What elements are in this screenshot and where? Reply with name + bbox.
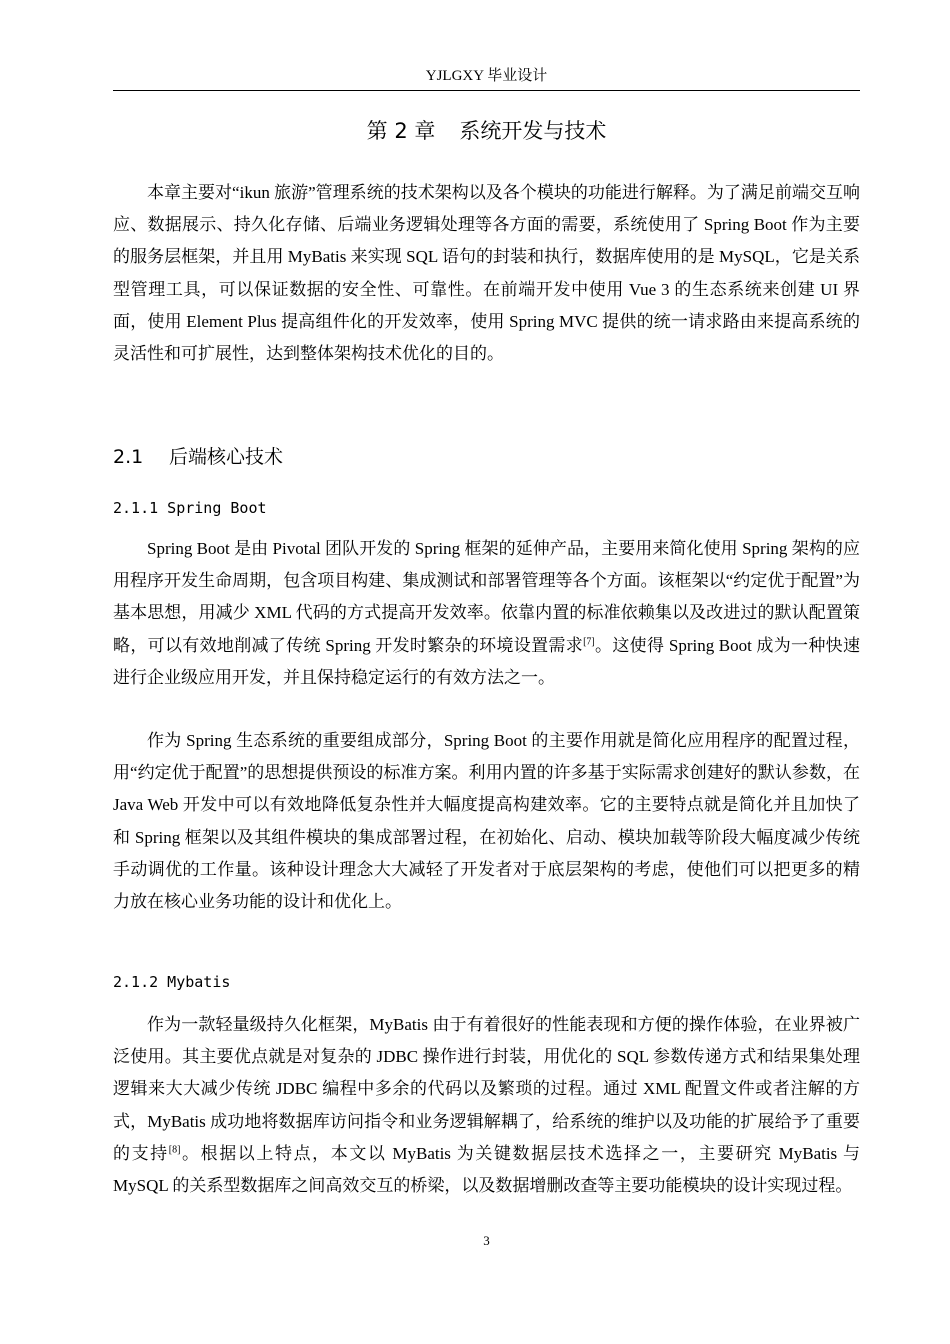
spring-boot-paragraph-2: 作为 Spring 生态系统的重要组成部分，Spring Boot 的主要作用就是简化应用程序的配置过程，用“约定优于配置”的思想提供预设的标准方案。利用内置的许多基于实际需求创建好的默认参数，在 Java Web 开发中可以有效地降低复杂性并大幅度提高构建效率。它的主要特点就是简化并且加快了和 Spring 框架以及其组件模块的集成部署过程，在初始化、启动、模块加载等阶段大幅度减少传统手动调优的工作量。该种设计理念大大减轻了开发者对于底层架构的考虑，使他们可以把更多的精力放在核心业务功能的设计和优化上。 <box>113 731 860 912</box>
subsection-heading-2-1-1: 2.1.1 Spring Boot <box>113 499 267 517</box>
section-number: 2.1 <box>113 446 144 468</box>
chapter-number: 第 2 章 <box>366 119 436 143</box>
intro-paragraph: 本章主要对“ikun 旅游”管理系统的技术架构以及各个模块的功能进行解释。为了满足前端交互响应、数据展示、持久化存储、后端业务逻辑处理等各方面的需要，系统使用了 Spring Boot 作为主要的服务层框架，并且用 MyBatis 来实现 SQL 语句的封装和执行，数据库使用的是 MySQL，它是关系型管理工具，可以保证数据的安全性、可靠性。在前端开发中使用 Vue 3 的生态系统来创建 UI 界面，使用 Element Plus 提高组件化的开发效率，使用 Spring MVC 提供的统一请求路由来提高系统的灵活性和可扩展性，达到整体架构技术优化的目的。 <box>113 183 860 364</box>
citation-ref-7: [7] <box>583 635 595 647</box>
chapter-title-text: 系统开发与技术 <box>459 119 607 143</box>
paragraph-text-continued: 。根据以上特点，本文以 MyBatis 为关键数据层技术选择之一，主要研究 MyBatis 与 MySQL 的关系型数据库之间高效交互的桥梁，以及数据增删改查等主要功能模块的设计实现过程。 <box>113 1143 861 1196</box>
section-title: 后端核心技术 <box>169 446 284 468</box>
chapter-title <box>113 114 860 148</box>
paragraph-text-continued: 。这使得 Spring Boot 成为一种快速进行企业级应用开发，并且保持稳定运行的有效方法之一。 <box>113 635 860 687</box>
running-header: YJLGXY 毕业设计 <box>425 68 548 84</box>
section-heading-2-1 <box>113 442 283 472</box>
citation-ref-8: [8] <box>168 1144 181 1156</box>
page-number: 3 <box>483 1233 490 1248</box>
subsection-heading-2-1-2: 2.1.2 Mybatis <box>113 973 231 991</box>
paragraph-text: Spring Boot 是由 Pivotal 团队开发的 Spring 框架的延伸产品，主要用来简化使用 Spring 架构的应用程序开发生命周期，包含项目构建、集成测试和部署管理等各个方面。该框架以“约定优于配置”为基本思想，用减少 XML 代码的方式提高开发效率。依靠内置的标准依赖集以及改进过的默认配置策略，可以有效地削减了传统 Spring 开发时繁杂的环境设置需求 <box>113 539 860 655</box>
mybatis-paragraph <box>113 1009 860 1202</box>
spring-boot-paragraph-1 <box>113 533 860 694</box>
header-rule <box>113 90 860 91</box>
paragraph-text: 作为一款轻量级持久化框架，MyBatis 由于有着很好的性能表现和方便的操作体验，在业界被广泛使用。其主要优点就是对复杂的 JDBC 操作进行封装，用优化的 SQL 参数传递方式和结果集处理逻辑来大大减少传统 JDBC 编程中多余的代码以及繁琐的过程。通过 XML 配置文件或者注解的方式，MyBatis 成功地将数据库访问指令和业务逻辑解耦了，给系统的维护以及功能的扩展给予了重要的支持 <box>113 1015 860 1163</box>
